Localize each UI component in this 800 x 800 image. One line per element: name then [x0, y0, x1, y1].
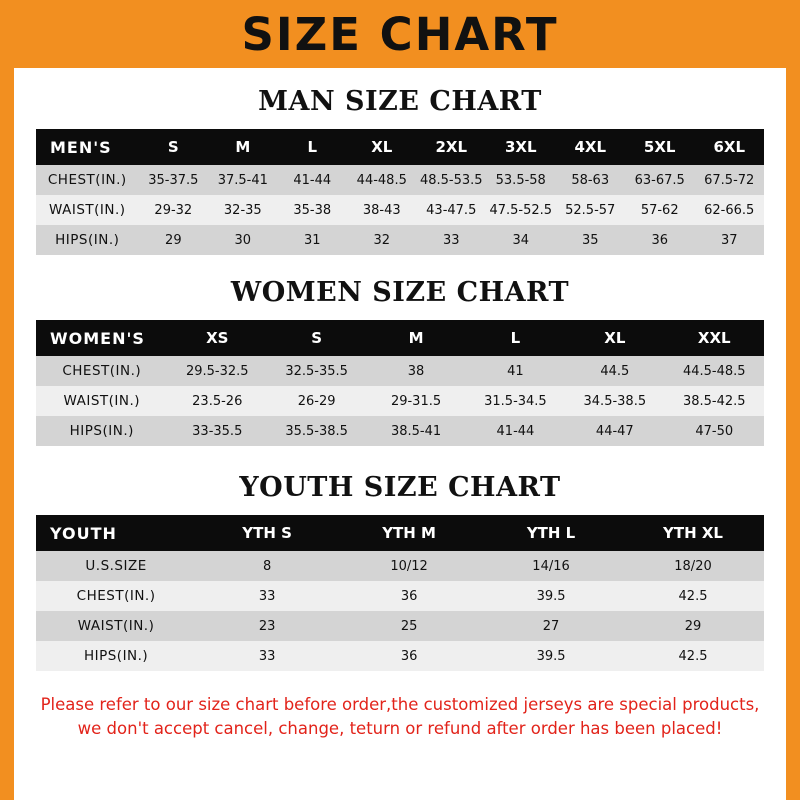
table-row [36, 356, 764, 386]
table-cell: 36 [338, 581, 480, 611]
table-cell: 35-37.5 [139, 165, 208, 195]
footer-note-line-2: we don't accept cancel, change, teturn or refund after order has been placed! [77, 718, 723, 738]
column-header: M [366, 320, 465, 356]
column-header: 6XL [694, 129, 764, 165]
column-header: L [278, 129, 347, 165]
page-banner [14, 0, 786, 68]
table-row [36, 225, 764, 255]
page-title: SIZE CHART [241, 7, 559, 61]
column-header: XL [565, 320, 664, 356]
table-cell: 38.5-42.5 [665, 386, 764, 416]
table-cell: 29-32 [139, 195, 208, 225]
table-cell: 44.5 [565, 356, 664, 386]
table-cell: 37 [694, 225, 764, 255]
table-cell: 57-62 [625, 195, 694, 225]
table-cell: 29 [622, 611, 764, 641]
table-men [36, 129, 764, 255]
table-row [36, 581, 764, 611]
column-header: 2XL [417, 129, 486, 165]
row-label: WAIST(IN.) [36, 611, 196, 641]
table-cell: 36 [625, 225, 694, 255]
footer-note-line-1: Please refer to our size chart before order,the customized jerseys are special products, [40, 695, 760, 714]
column-header: YTH S [196, 515, 338, 551]
table-cell: 44-47 [565, 416, 664, 446]
table-cell: 44.5-48.5 [665, 356, 764, 386]
section-title-women: WOMEN SIZE CHART [230, 277, 570, 308]
table-cell: 42.5 [622, 581, 764, 611]
row-label: WAIST(IN.) [36, 195, 139, 225]
table-row [36, 611, 764, 641]
table-cell: 33-35.5 [168, 416, 267, 446]
column-header: L [466, 320, 565, 356]
table-cell: 33 [196, 581, 338, 611]
table-cell: 8 [196, 551, 338, 581]
table-cell: 47-50 [665, 416, 764, 446]
section-title-man: MAN SIZE CHART [258, 86, 542, 117]
column-header: 4XL [555, 129, 624, 165]
table-row [36, 386, 764, 416]
column-header: XXL [665, 320, 764, 356]
table-cell: 38-43 [347, 195, 416, 225]
table-row [36, 165, 764, 195]
footer-note [36, 693, 764, 741]
table-cell: 34 [486, 225, 555, 255]
column-header: YOUTH [36, 515, 196, 551]
column-header: YTH XL [622, 515, 764, 551]
table-cell: 29-31.5 [366, 386, 465, 416]
table-cell: 14/16 [480, 551, 622, 581]
chart-content [14, 86, 786, 741]
table-cell: 33 [196, 641, 338, 671]
table-header-row [36, 320, 764, 356]
table-header-row [36, 515, 764, 551]
table-cell: 27 [480, 611, 622, 641]
row-label: HIPS(IN.) [36, 225, 139, 255]
table-cell: 29.5-32.5 [168, 356, 267, 386]
table-cell: 62-66.5 [694, 195, 764, 225]
table-cell: 38 [366, 356, 465, 386]
column-header: XL [347, 129, 416, 165]
column-header: MEN'S [36, 129, 139, 165]
row-label: U.S.SIZE [36, 551, 196, 581]
table-cell: 23.5-26 [168, 386, 267, 416]
table-cell: 53.5-58 [486, 165, 555, 195]
column-header: S [139, 129, 208, 165]
table-cell: 26-29 [267, 386, 366, 416]
table-row [36, 195, 764, 225]
table-cell: 31.5-34.5 [466, 386, 565, 416]
table-header-row [36, 129, 764, 165]
row-label: CHEST(IN.) [36, 165, 139, 195]
table-cell: 31 [278, 225, 347, 255]
table-cell: 32-35 [208, 195, 277, 225]
table-cell: 39.5 [480, 641, 622, 671]
table-row [36, 416, 764, 446]
table-cell: 29 [139, 225, 208, 255]
table-cell: 36 [338, 641, 480, 671]
table-cell: 38.5-41 [366, 416, 465, 446]
column-header: YTH M [338, 515, 480, 551]
table-cell: 35-38 [278, 195, 347, 225]
column-header: 3XL [486, 129, 555, 165]
table-cell: 30 [208, 225, 277, 255]
column-header: YTH L [480, 515, 622, 551]
row-label: WAIST(IN.) [36, 386, 168, 416]
table-cell: 32 [347, 225, 416, 255]
row-label: CHEST(IN.) [36, 581, 196, 611]
table-row [36, 551, 764, 581]
table-cell: 52.5-57 [555, 195, 624, 225]
table-cell: 10/12 [338, 551, 480, 581]
table-cell: 34.5-38.5 [565, 386, 664, 416]
row-label: HIPS(IN.) [36, 641, 196, 671]
column-header: 5XL [625, 129, 694, 165]
table-cell: 32.5-35.5 [267, 356, 366, 386]
table-cell: 23 [196, 611, 338, 641]
table-cell: 35.5-38.5 [267, 416, 366, 446]
table-cell: 33 [417, 225, 486, 255]
table-cell: 58-63 [555, 165, 624, 195]
row-label: CHEST(IN.) [36, 356, 168, 386]
table-cell: 41-44 [466, 416, 565, 446]
table-cell: 35 [555, 225, 624, 255]
section-title-youth: YOUTH SIZE CHART [239, 472, 561, 503]
table-youth [36, 515, 764, 671]
table-cell: 25 [338, 611, 480, 641]
table-cell: 48.5-53.5 [417, 165, 486, 195]
column-header: M [208, 129, 277, 165]
table-cell: 39.5 [480, 581, 622, 611]
table-cell: 67.5-72 [694, 165, 764, 195]
row-label: HIPS(IN.) [36, 416, 168, 446]
table-cell: 63-67.5 [625, 165, 694, 195]
table-women [36, 320, 764, 446]
column-header: S [267, 320, 366, 356]
table-cell: 41 [466, 356, 565, 386]
column-header: XS [168, 320, 267, 356]
table-cell: 44-48.5 [347, 165, 416, 195]
table-cell: 42.5 [622, 641, 764, 671]
table-cell: 18/20 [622, 551, 764, 581]
table-cell: 37.5-41 [208, 165, 277, 195]
table-row [36, 641, 764, 671]
column-header: WOMEN'S [36, 320, 168, 356]
table-cell: 43-47.5 [417, 195, 486, 225]
table-cell: 47.5-52.5 [486, 195, 555, 225]
table-cell: 41-44 [278, 165, 347, 195]
